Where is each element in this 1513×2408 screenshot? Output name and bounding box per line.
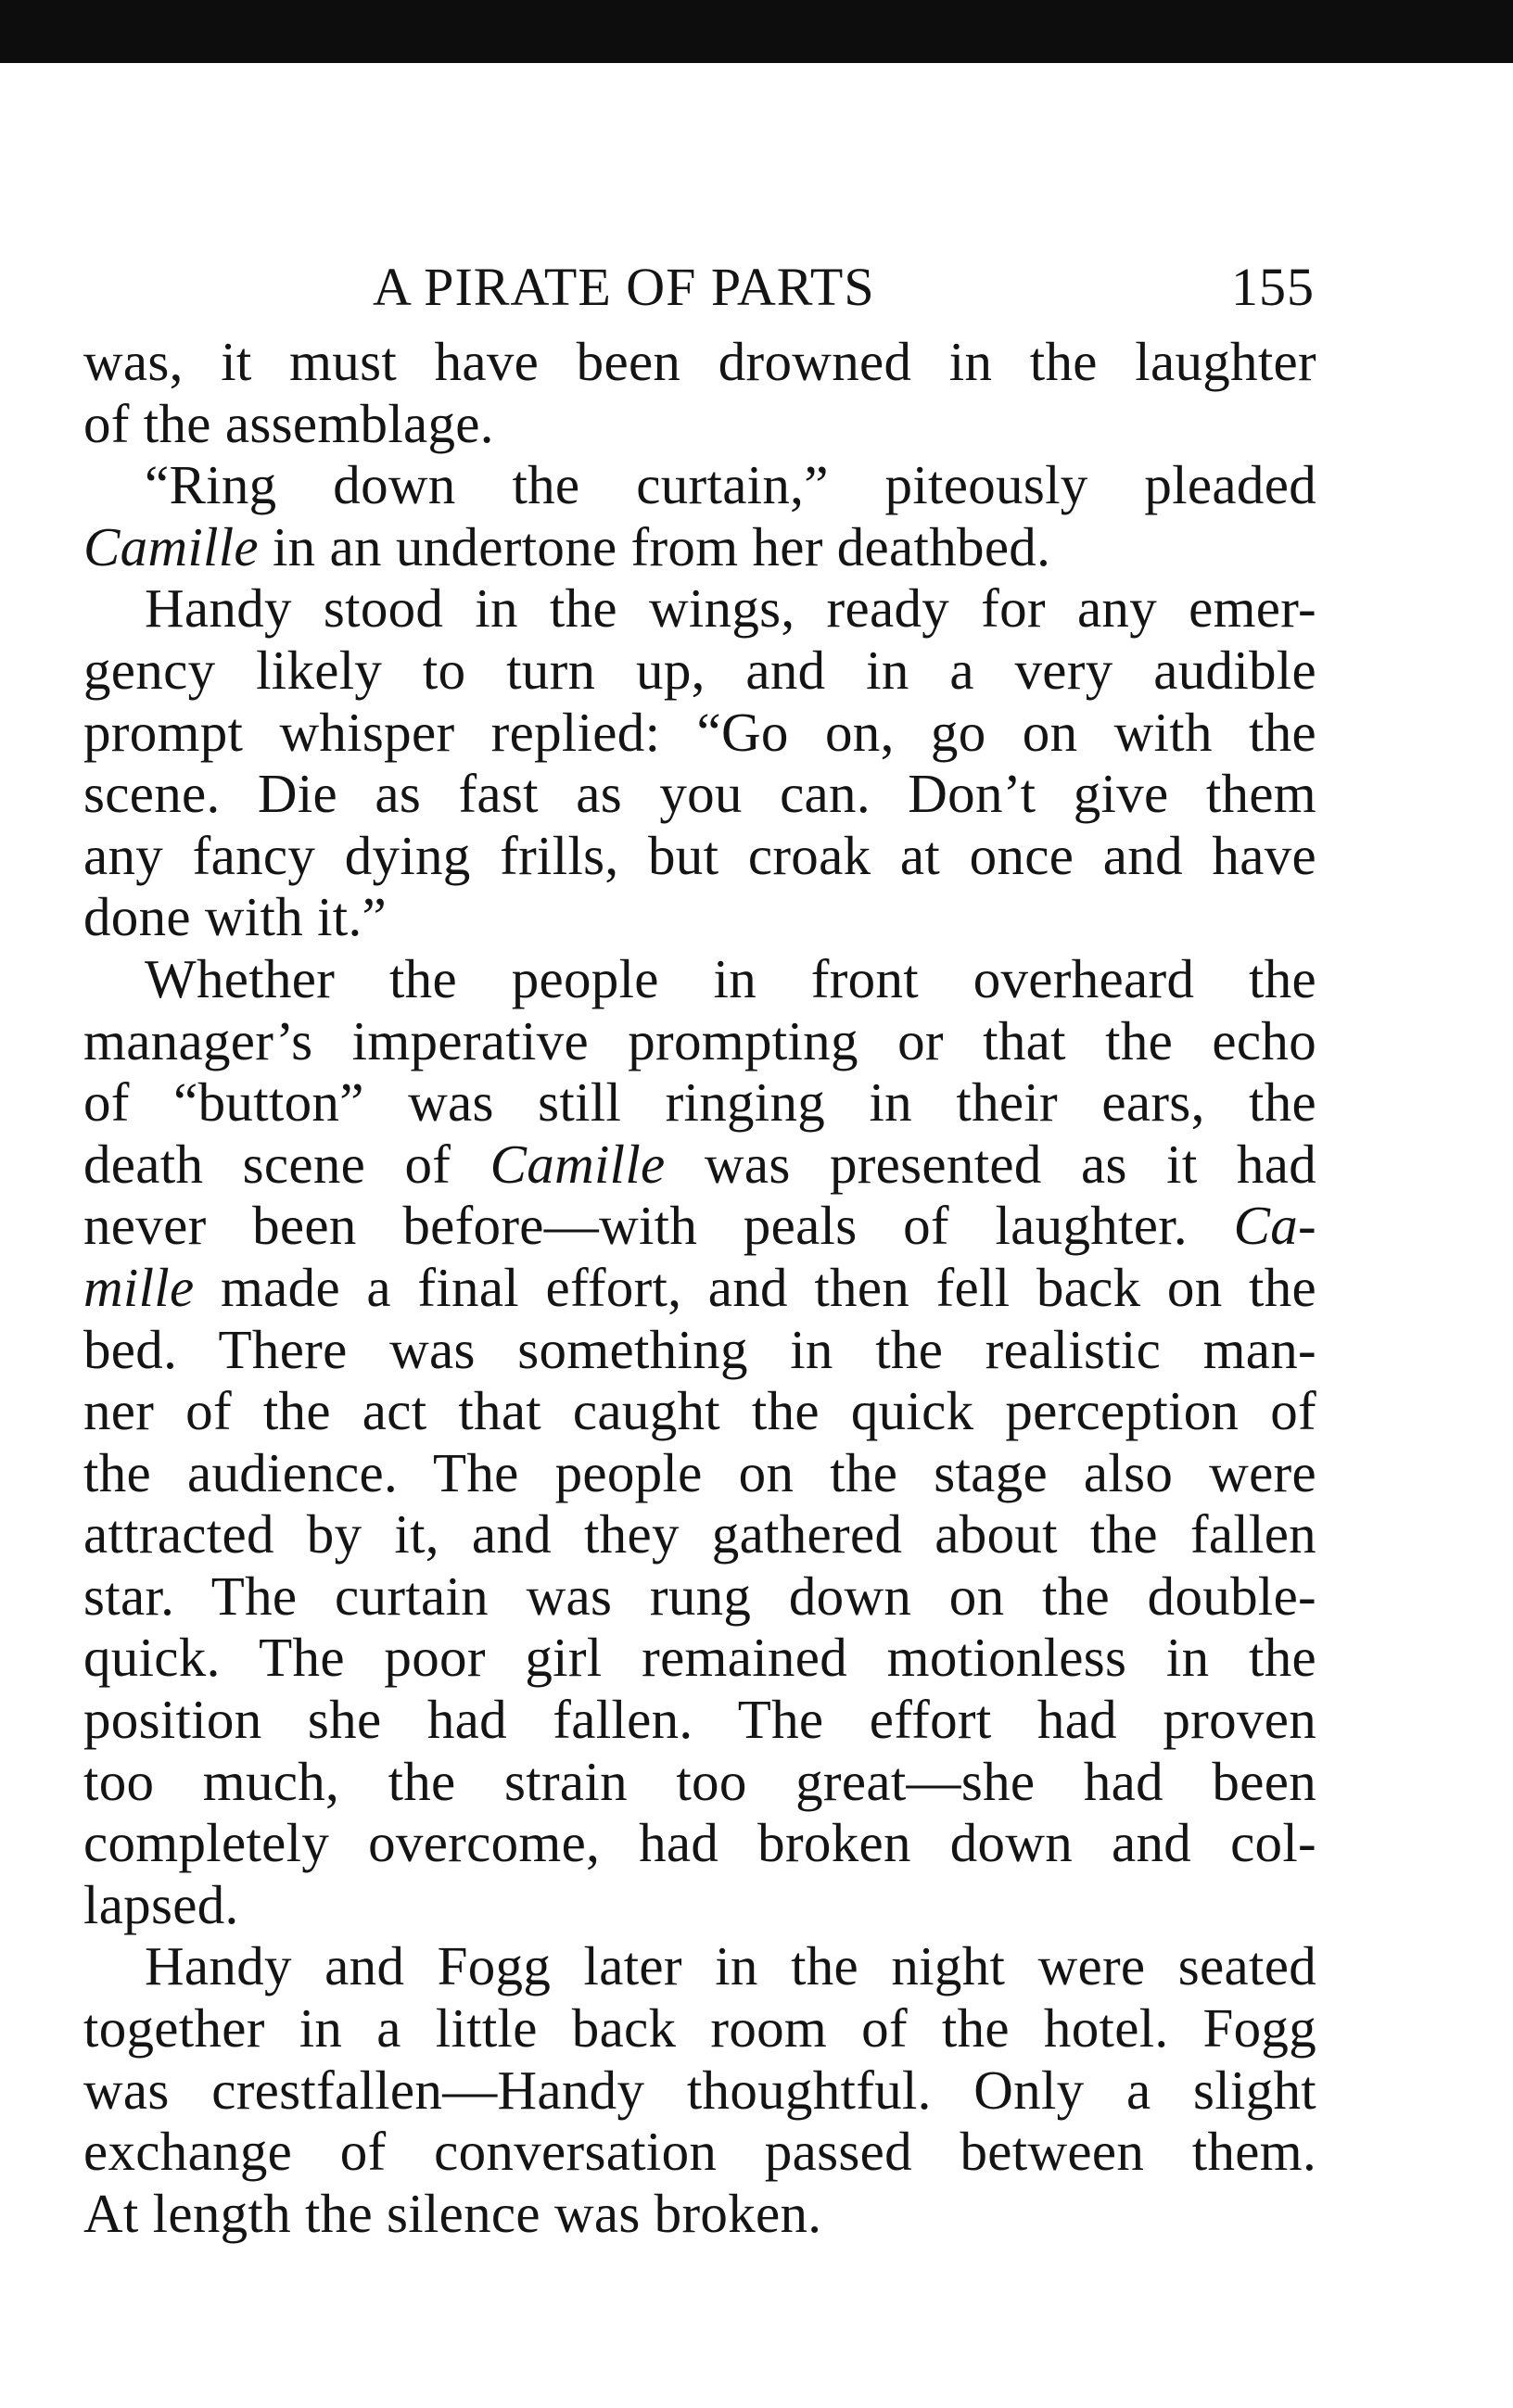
text-line: manager’s imperative prompting or that the echo bbox=[83, 1009, 1316, 1071]
text-line: the audience. The people on the stage also were bbox=[83, 1441, 1316, 1503]
text-line: Camille in an undertone from her deathbed. bbox=[83, 515, 1051, 577]
text-line: exchange of conversation passed between them. bbox=[83, 2121, 1316, 2183]
text-line: mille made a final effort, and then fell back on the bbox=[83, 1256, 1316, 1318]
text-line: done with it.” bbox=[83, 886, 388, 948]
text-line: of “button” was still ringing in their ears, the bbox=[83, 1071, 1316, 1134]
text-line: together in a little back room of the hotel. Fogg bbox=[83, 1997, 1316, 2059]
text-line: any fancy dying frills, but croak at once and have bbox=[83, 824, 1316, 886]
text-line: prompt whisper replied: “Go on, go on with the bbox=[83, 701, 1316, 763]
text-line: attracted by it, and they gathered about the fallen bbox=[83, 1503, 1316, 1565]
text-line: of the assemblage. bbox=[83, 392, 494, 454]
text-line: death scene of Camille was presented as it had bbox=[83, 1133, 1316, 1195]
text-line: was crestfallen—Handy thoughtful. Only a slight bbox=[83, 2059, 1316, 2121]
text-line: star. The curtain was rung down on the double- bbox=[83, 1565, 1316, 1627]
text-line: Whether the people in front overheard the bbox=[145, 947, 1316, 1009]
text-line: Handy and Fogg later in the night were seated bbox=[145, 1935, 1316, 1997]
top-border-bar bbox=[0, 0, 1513, 63]
text-line: completely overcome, had broken down and col- bbox=[83, 1812, 1316, 1874]
text-line: bed. There was something in the realistic man- bbox=[83, 1318, 1316, 1380]
running-title: A PIRATE OF PARTS bbox=[373, 257, 875, 317]
text-line: too much, the strain too great—she had been bbox=[83, 1750, 1316, 1812]
text-line: never been before—with peals of laughter. Ca- bbox=[83, 1195, 1316, 1257]
body-text bbox=[83, 331, 1316, 2244]
text-line: ner of the act that caught the quick perception of bbox=[83, 1380, 1316, 1442]
running-head bbox=[83, 243, 1316, 331]
text-line: position she had fallen. The effort had proven bbox=[83, 1689, 1316, 1751]
text-line: gency likely to turn up, and in a very audible bbox=[83, 639, 1316, 701]
text-line: At length the silence was broken. bbox=[83, 2182, 822, 2244]
text-line: quick. The poor girl remained motionless in the bbox=[83, 1627, 1316, 1689]
text-line: Handy stood in the wings, ready for any emer- bbox=[145, 577, 1316, 640]
page-number: 155 bbox=[1231, 257, 1315, 317]
text-line: scene. Die as fast as you can. Don’t give them bbox=[83, 763, 1316, 825]
book-page bbox=[83, 243, 1316, 2244]
text-line: “Ring down the curtain,” piteously pleaded bbox=[145, 454, 1316, 516]
text-line: was, it must have been drowned in the laughter bbox=[83, 331, 1316, 392]
text-line: lapsed. bbox=[83, 1873, 239, 1935]
